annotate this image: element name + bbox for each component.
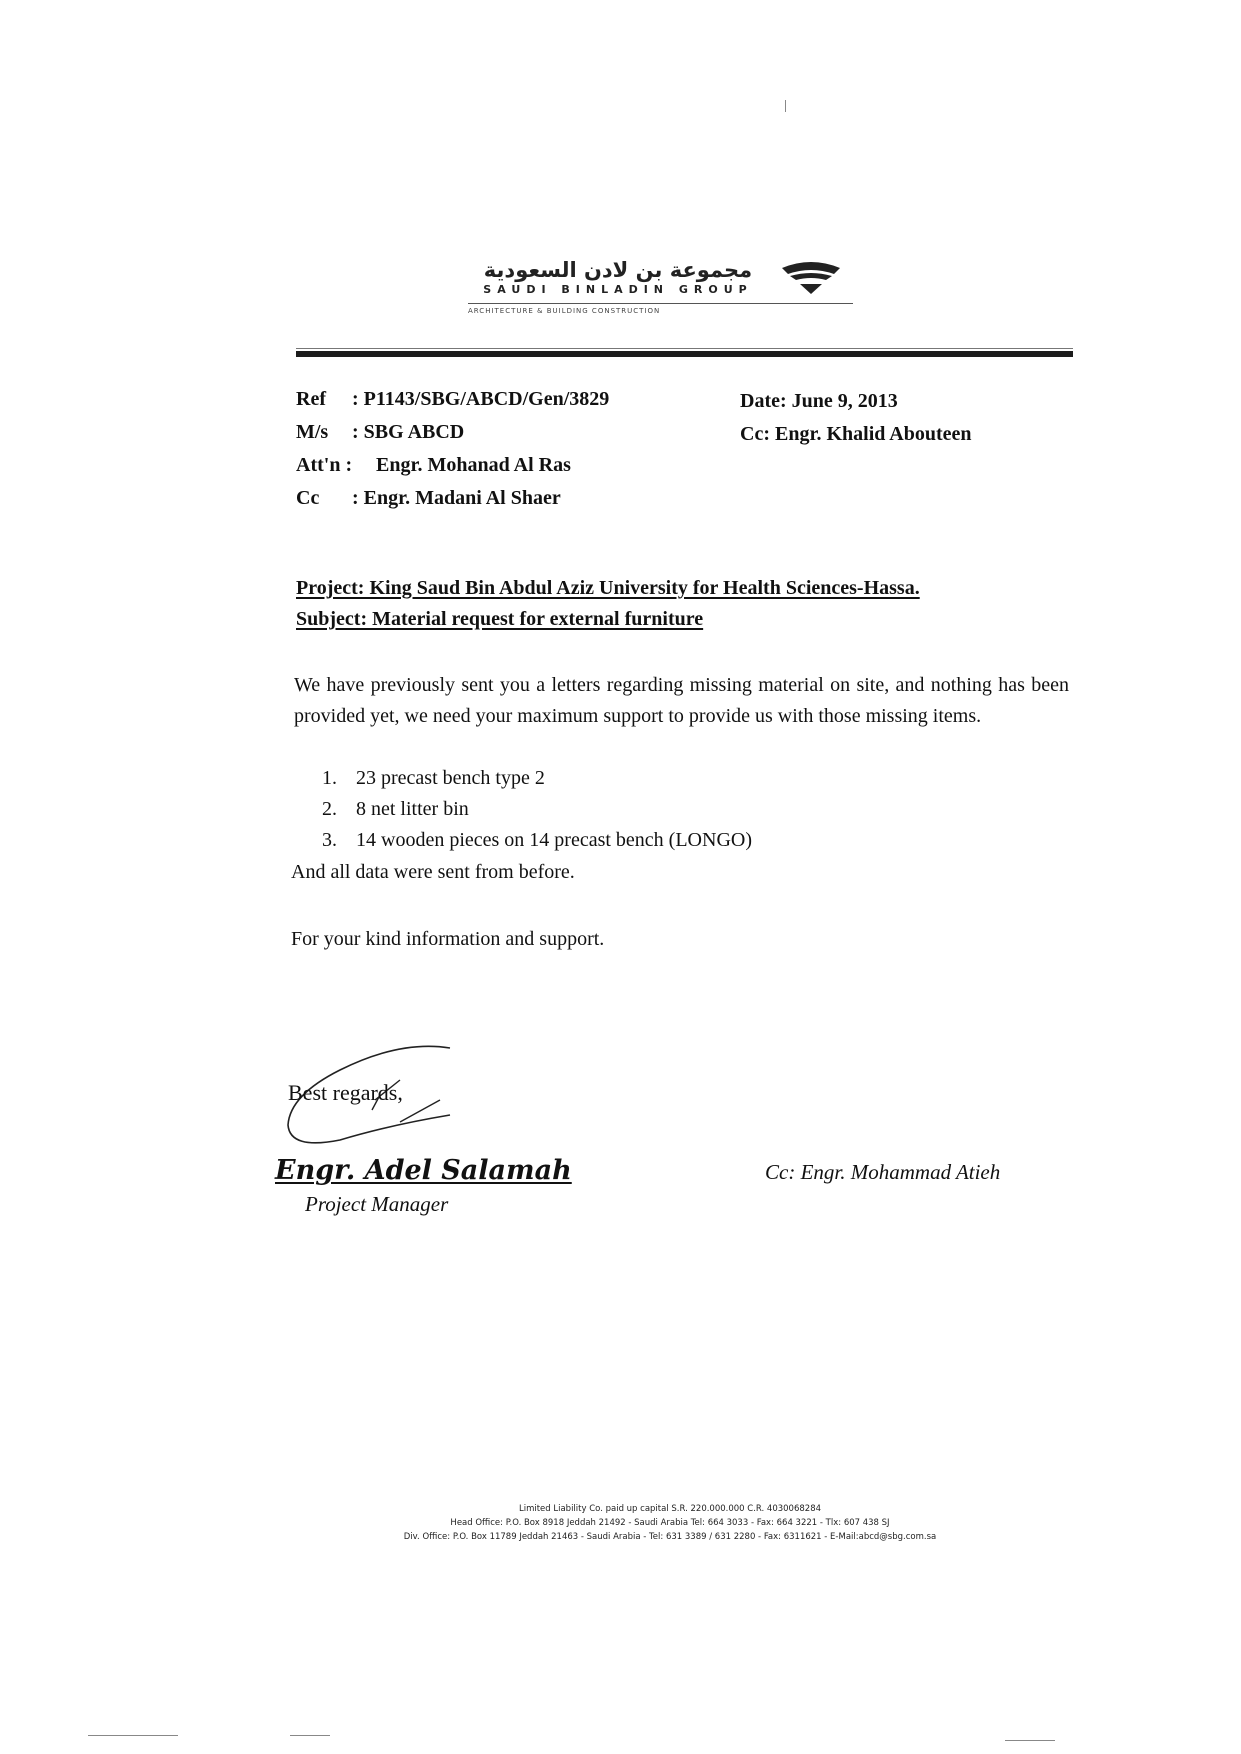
footer-line-3: Div. Office: P.O. Box 11789 Jeddah 21463 - Saudi Arabia - Tel: 631 3389 / 631 2280 - Fax: 6311621 - E-Mail:abcd@sbg.com.sa xyxy=(403,1532,937,1542)
sbg-logo-icon xyxy=(780,258,842,298)
regards-text: Best regards, xyxy=(288,1080,403,1105)
subject-block xyxy=(296,573,920,635)
cc-value: : Engr. Madani Al Shaer xyxy=(352,487,561,509)
attn-label: Att'n : xyxy=(296,454,353,476)
cc-right: Cc: Engr. Khalid Abouteen xyxy=(740,423,972,445)
list-item xyxy=(322,763,752,794)
signatory-name: Engr. Adel Salamah xyxy=(275,1155,572,1186)
closing-text: For your kind information and support. xyxy=(291,928,605,950)
list-item xyxy=(322,794,752,825)
cc-bottom: Cc: Engr. Mohammad Atieh xyxy=(765,1160,1001,1184)
signatory-title: Project Manager xyxy=(305,1192,449,1216)
item-number: 3. xyxy=(322,829,337,851)
ms-value: : SBG ABCD xyxy=(352,421,465,443)
scan-mark xyxy=(88,1735,178,1736)
footer-line-1: Limited Liability Co. paid up capital S.R. 220.000.000 C.R. 4030068284 xyxy=(518,1504,822,1514)
footer-line-2: Head Office: P.O. Box 8918 Jeddah 21492 - Saudi Arabia Tel: 664 3033 - Fax: 664 3221 - Tlx: 607 438 SJ xyxy=(450,1518,890,1528)
ms-row xyxy=(296,416,609,449)
ref-value: : P1143/SBG/ABCD/Gen/3829 xyxy=(352,388,610,410)
item-text: 14 wooden pieces on 14 precast bench (LONGO) xyxy=(356,829,752,851)
scan-mark xyxy=(785,100,786,112)
company-name-arabic: مجموعة بن لادن السعودية xyxy=(483,258,753,282)
scan-mark xyxy=(290,1735,330,1736)
date-block xyxy=(740,385,972,451)
missing-items-list xyxy=(322,763,752,856)
letterhead xyxy=(468,258,858,324)
attn-value: Engr. Mohanad Al Ras xyxy=(376,454,571,476)
cc-row xyxy=(296,482,609,515)
project-line: Project: King Saud Bin Abdul Aziz University for Health Sciences-Hassa. xyxy=(296,577,920,599)
footer xyxy=(290,1502,1050,1544)
header-bar xyxy=(296,351,1073,357)
ms-label: M/s xyxy=(296,421,329,443)
after-items-text: And all data were sent from before. xyxy=(291,861,575,883)
item-text: 8 net litter bin xyxy=(356,798,469,820)
company-tagline: ARCHITECTURE & BUILDING CONSTRUCTION xyxy=(468,307,661,315)
company-name-english: SAUDI BINLADIN GROUP xyxy=(483,283,753,296)
cc-label: Cc xyxy=(296,487,320,509)
list-item xyxy=(322,825,752,856)
item-number: 2. xyxy=(322,798,337,820)
item-number: 1. xyxy=(322,767,337,789)
item-text: 23 precast bench type 2 xyxy=(356,767,545,789)
intro-paragraph: We have previously sent you a letters regarding missing material on site, and nothing has been provided yet, we need your maximum support to provide us with those missing items. xyxy=(294,674,1069,727)
header-thin-rule xyxy=(296,348,1073,349)
attn-row xyxy=(296,449,609,482)
letterhead-rule xyxy=(468,303,853,304)
scan-mark xyxy=(1005,1740,1055,1741)
ref-label: Ref xyxy=(296,388,326,410)
letter-date: Date: June 9, 2013 xyxy=(740,390,898,412)
subject-line: Subject: Material request for external furniture xyxy=(296,608,704,630)
ref-row xyxy=(296,383,609,416)
reference-block xyxy=(296,383,609,515)
